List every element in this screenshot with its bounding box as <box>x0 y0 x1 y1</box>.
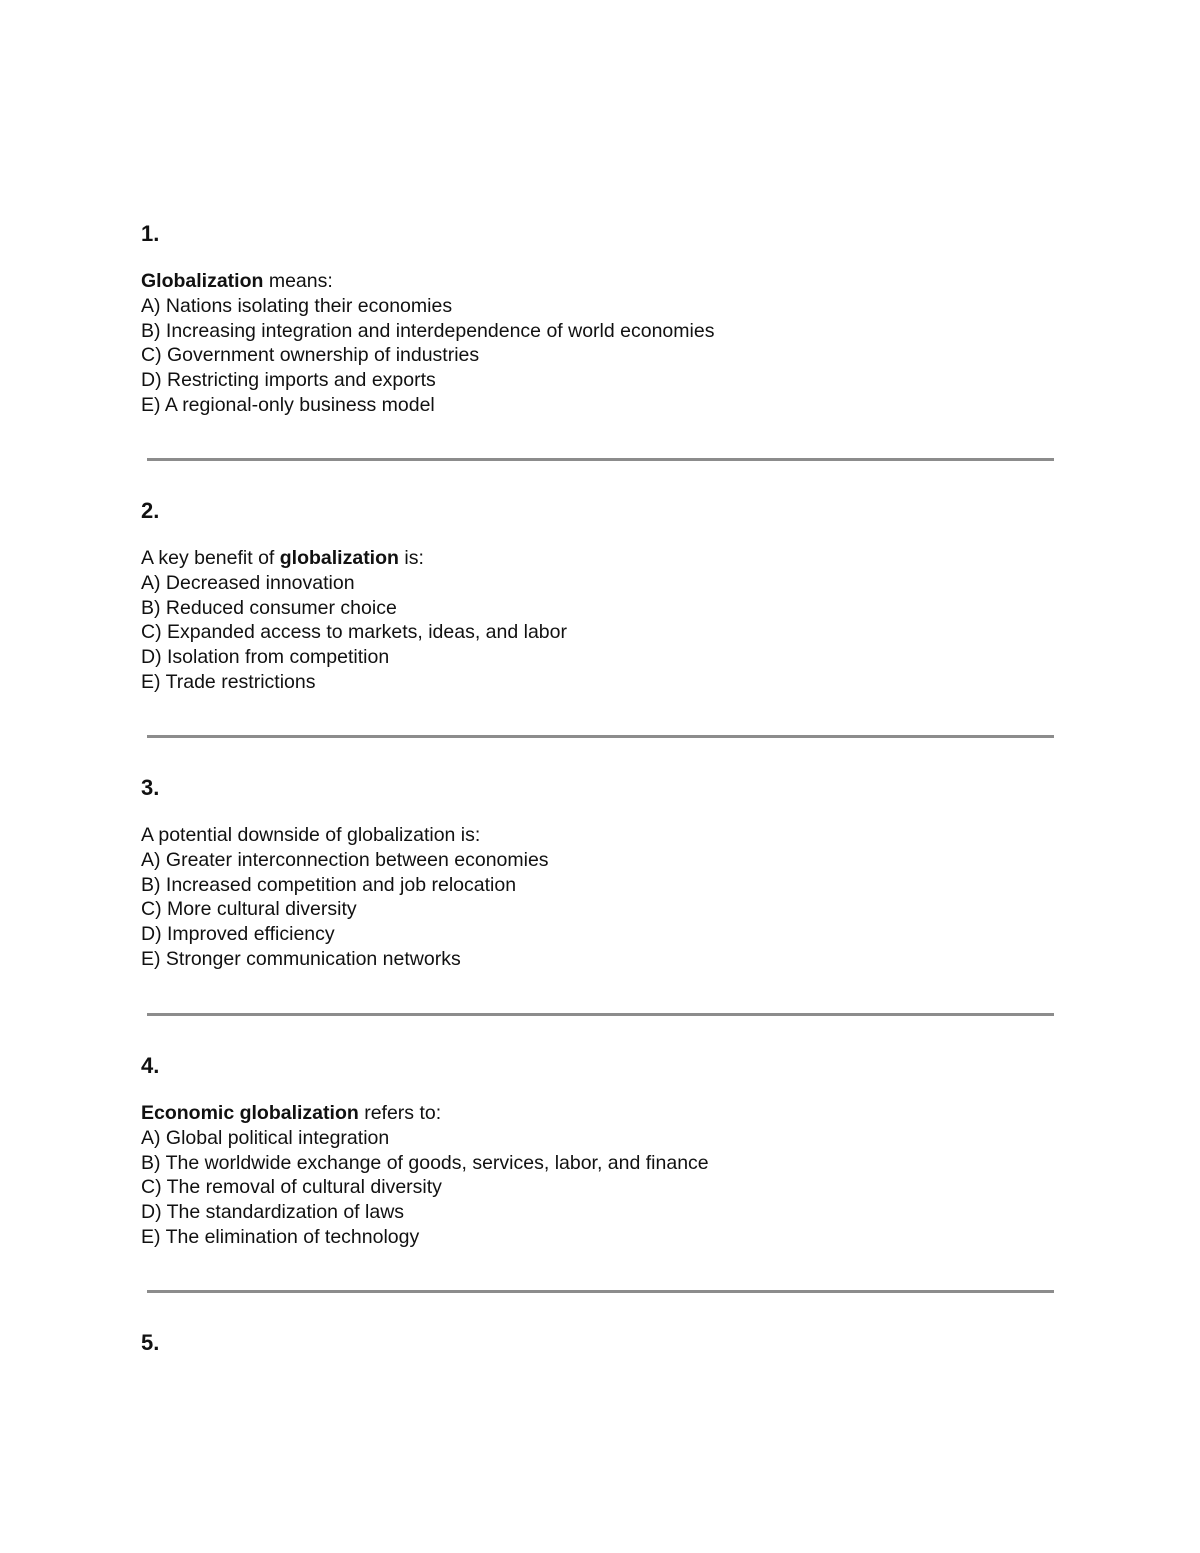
answer-options <box>141 294 1061 418</box>
question-number: 1. <box>141 221 160 246</box>
option-b: B) The worldwide exchange of goods, services, labor, and finance <box>141 1151 709 1174</box>
stem-bold-term: globalization <box>279 547 399 569</box>
question-4 <box>141 1053 1061 1250</box>
option-c: C) More cultural diversity <box>141 898 357 921</box>
answer-options <box>141 571 1061 695</box>
question-stem <box>141 546 1061 571</box>
question-1 <box>141 221 1061 418</box>
option-c: C) Expanded access to markets, ideas, and labor <box>141 621 567 644</box>
option-d: D) The standardization of laws <box>141 1201 405 1224</box>
option-c: C) The removal of cultural diversity <box>141 1176 442 1199</box>
option-b: B) Reduced consumer choice <box>141 596 397 619</box>
question-divider <box>147 735 1054 738</box>
stem-suffix: means: <box>263 270 333 292</box>
option-b: B) Increased competition and job relocation <box>141 873 517 896</box>
option-a: A) Nations isolating their economies <box>141 294 453 317</box>
question-stem <box>141 1101 1061 1126</box>
stem-prefix: A potential downside of globalization is: <box>141 824 481 846</box>
option-d: D) Improved efficiency <box>141 923 335 946</box>
answer-options <box>141 1126 1061 1250</box>
option-e: E) A regional-only business model <box>141 393 435 416</box>
option-c: C) Government ownership of industries <box>141 344 480 367</box>
question-stem <box>141 823 1061 848</box>
question-2 <box>141 498 1061 695</box>
stem-suffix: is: <box>398 547 424 569</box>
question-5 <box>141 1330 1061 1356</box>
option-d: D) Restricting imports and exports <box>141 369 436 392</box>
question-number: 4. <box>141 1053 160 1078</box>
question-stem <box>141 269 1061 294</box>
option-e: E) Trade restrictions <box>141 670 316 693</box>
question-number: 5. <box>141 1330 160 1355</box>
stem-suffix: refers to: <box>358 1102 442 1124</box>
stem-prefix: A key benefit of <box>141 547 280 569</box>
option-a: A) Global political integration <box>141 1126 390 1149</box>
question-divider <box>147 458 1054 461</box>
option-a: A) Greater interconnection between economies <box>141 848 549 871</box>
option-e: E) Stronger communication networks <box>141 947 461 970</box>
question-divider <box>147 1290 1054 1293</box>
question-number: 2. <box>141 498 160 523</box>
option-e: E) The elimination of technology <box>141 1225 420 1248</box>
option-b: B) Increasing integration and interdependence of world economies <box>141 319 715 342</box>
option-a: A) Decreased innovation <box>141 571 355 594</box>
question-number: 3. <box>141 775 160 800</box>
answer-options <box>141 848 1061 972</box>
stem-bold-term: Globalization <box>141 270 264 292</box>
question-3 <box>141 775 1061 972</box>
question-divider <box>147 1013 1054 1016</box>
option-d: D) Isolation from competition <box>141 646 390 669</box>
stem-bold-term: Economic globalization <box>141 1102 359 1124</box>
